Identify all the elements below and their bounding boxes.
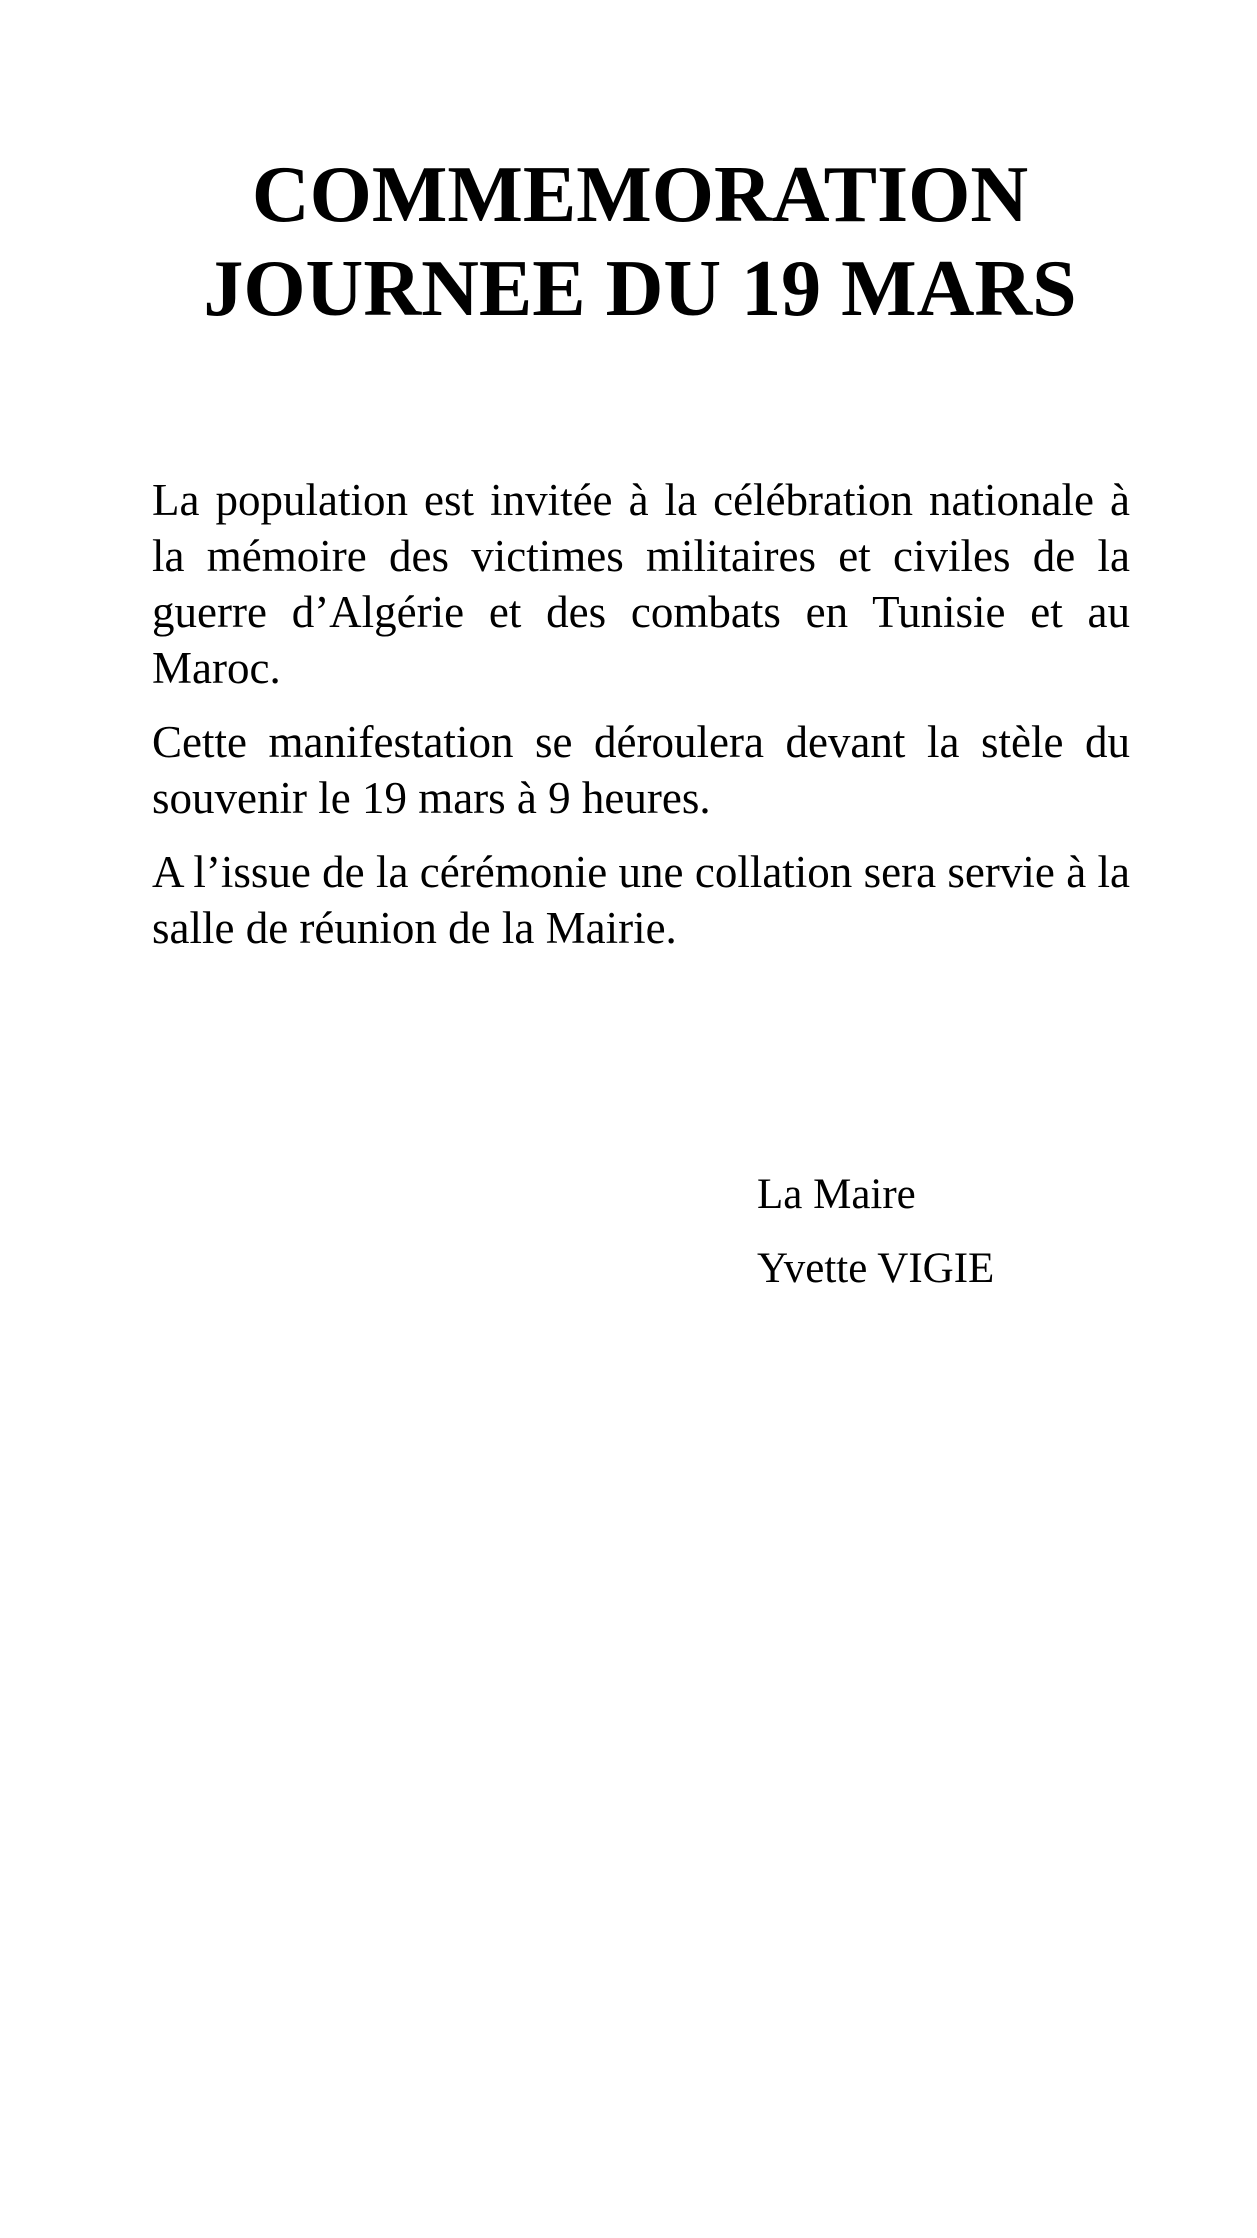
page-title bbox=[0, 148, 1257, 336]
announcement-body bbox=[152, 472, 1130, 974]
signature-role: La Maire bbox=[757, 1171, 916, 1218]
title-line-1: COMMEMORATION bbox=[251, 151, 1029, 239]
paragraph-location-time: Cette manifestation se déroulera devant la stèle du souvenir le 19 mars à 9 heures. bbox=[152, 717, 1130, 823]
signature-block bbox=[757, 1158, 994, 1306]
signature-name: Yvette VIGIE bbox=[757, 1245, 995, 1292]
paragraph-collation: A l’issue de la cérémonie une collation sera servie à la salle de réunion de la Mairie. bbox=[152, 847, 1130, 953]
title-line-2: JOURNEE DU 19 MARS bbox=[203, 245, 1077, 333]
paragraph-invitation: La population est invitée à la célébration nationale à la mémoire des victimes militaires et civiles de la guerre d’Algérie et des combats en Tunisie et au Maroc. bbox=[152, 475, 1130, 693]
